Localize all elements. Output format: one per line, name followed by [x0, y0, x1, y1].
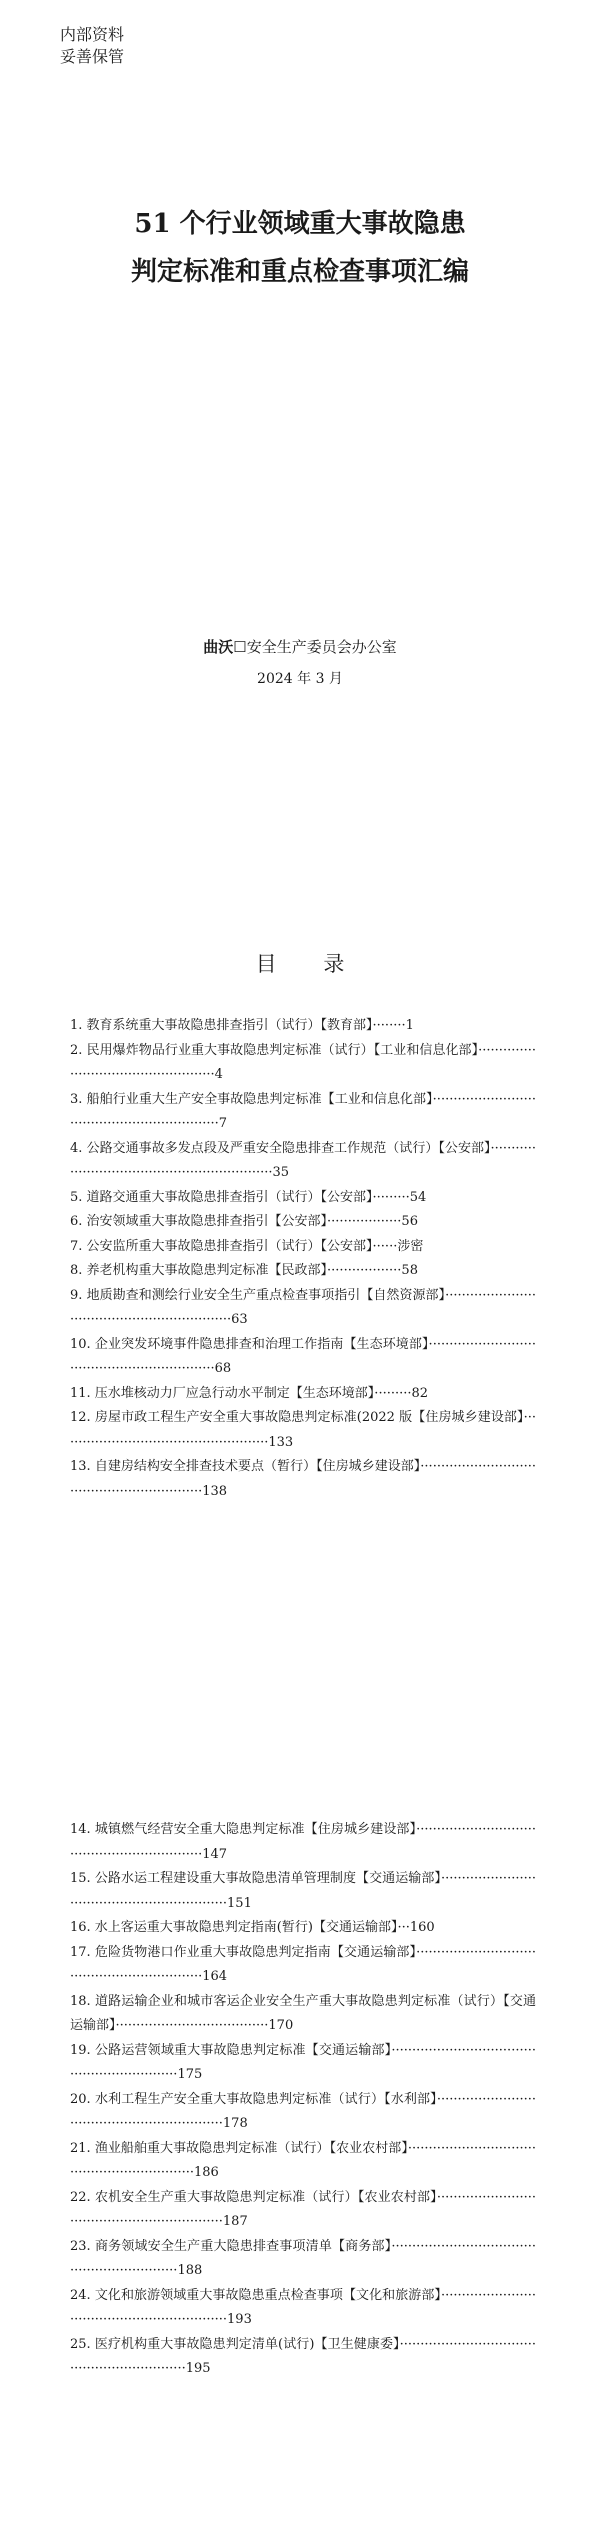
toc-entry[interactable]: 5. 道路交通重大事故隐患排查指引（试行）【公安部】·········54: [70, 1189, 427, 1205]
toc-entry[interactable]: 19. 公路运营领域重大事故隐患判定标准【交通运输部】·····························································175: [70, 2042, 536, 2082]
toc-entry[interactable]: 15. 公路水运工程建设重大事故隐患清单管理制度【交通运输部】·····························································151: [70, 1871, 536, 1911]
issuer-name: 安全生产委员会办公室: [246, 638, 397, 656]
toc-entry[interactable]: 4. 公路交通事故多发点段及严重安全隐患排查工作规范（试行）【公安部】····························································35: [70, 1140, 536, 1180]
toc-entry[interactable]: 8. 养老机构重大事故隐患判定标准【民政部】··················58: [70, 1263, 418, 1278]
toc-entry[interactable]: 22. 农机安全生产重大事故隐患判定标准（试行）【农业农村部】·····························································187: [70, 2189, 536, 2229]
issue-date: 2024 年 3 月: [257, 671, 343, 687]
toc-entry[interactable]: 11. 压水堆核动力厂应急行动水平制定【生态环境部】·········82: [70, 1385, 429, 1401]
classification-line-1: 内部资料: [60, 25, 125, 44]
issuer: [0, 636, 600, 657]
toc-entry[interactable]: 17. 危险货物港口作业重大事故隐患判定指南【交通运输部】·····························································164: [70, 1944, 536, 1984]
toc-entry[interactable]: 18. 道路运输企业和城市客运企业安全生产重大事故隐患判定标准（试行）【交通运输部】·····································170: [70, 1993, 536, 2033]
toc-entry[interactable]: 1. 教育系统重大事故隐患排查指引（试行）【教育部】········1: [70, 1018, 414, 1033]
toc-heading: 目 录: [255, 952, 365, 976]
toc-entry[interactable]: 10. 企业突发环境事件隐患排查和治理工作指南【生态环境部】·····························································68: [70, 1336, 536, 1376]
toc-entry[interactable]: 25. 医疗机构重大事故隐患判定清单(试行)【卫生健康委】·····························································195: [70, 2336, 536, 2376]
toc-entry[interactable]: 9. 地质勘查和测绘行业安全生产重点检查事项指引【自然资源部】·····························································63: [70, 1287, 536, 1327]
classification-label: [60, 24, 124, 68]
toc-entry[interactable]: 21. 渔业船舶重大事故隐患判定标准（试行）【农业农村部】·····························································186: [70, 2140, 536, 2180]
toc-entry[interactable]: 3. 船舶行业重大生产安全事故隐患判定标准【工业和信息化部】·····························································7: [70, 1091, 536, 1131]
toc-entry[interactable]: 24. 文化和旅游领域重大事故隐患重点检查事项【文化和旅游部】·····························································193: [70, 2287, 536, 2327]
document-title-line-2: 判定标准和重点检查事项汇编: [130, 257, 469, 287]
classification-line-2: 妥善保管: [60, 47, 125, 66]
toc-entry[interactable]: 14. 城镇燃气经营安全重大隐患判定标准【住房城乡建设部】·····························································147: [70, 1822, 536, 1862]
toc-entry[interactable]: 12. 房屋市政工程生产安全重大事故隐患判定标准(2022 版【住房城乡建设部】···················································133: [70, 1410, 536, 1450]
document-title: [0, 200, 600, 296]
toc-entry[interactable]: 7. 公安监所重大事故隐患排查指引（试行）【公安部】······涉密: [70, 1238, 424, 1254]
toc-entry[interactable]: 20. 水利工程生产安全重大事故隐患判定标准（试行）【水利部】·····························································178: [70, 2091, 536, 2131]
redaction-mark: ☐: [233, 638, 247, 656]
toc-entry[interactable]: 13. 自建房结构安全排查技术要点（暂行）【住房城乡建设部】····························································138: [70, 1459, 536, 1499]
toc-entry[interactable]: 2. 民用爆炸物品行业重大事故隐患判定标准（试行）【工业和信息化部】·················································4: [70, 1042, 536, 1082]
toc-entry[interactable]: 23. 商务领域安全生产重大隐患排查事项清单【商务部】·····························································188: [70, 2238, 536, 2278]
toc-list-page-2: [70, 1818, 536, 2382]
issuer-prefix: 曲沃: [203, 638, 234, 656]
toc-list-page-1: [70, 1014, 536, 1504]
document-title-line-1: 51 个行业领域重大事故隐患: [134, 209, 466, 239]
toc-entry[interactable]: 16. 水上客运重大事故隐患判定指南(暂行)【交通运输部】···160: [70, 1920, 435, 1935]
toc-entry[interactable]: 6. 治安领域重大事故隐患排查指引【公安部】··················56: [70, 1214, 418, 1229]
